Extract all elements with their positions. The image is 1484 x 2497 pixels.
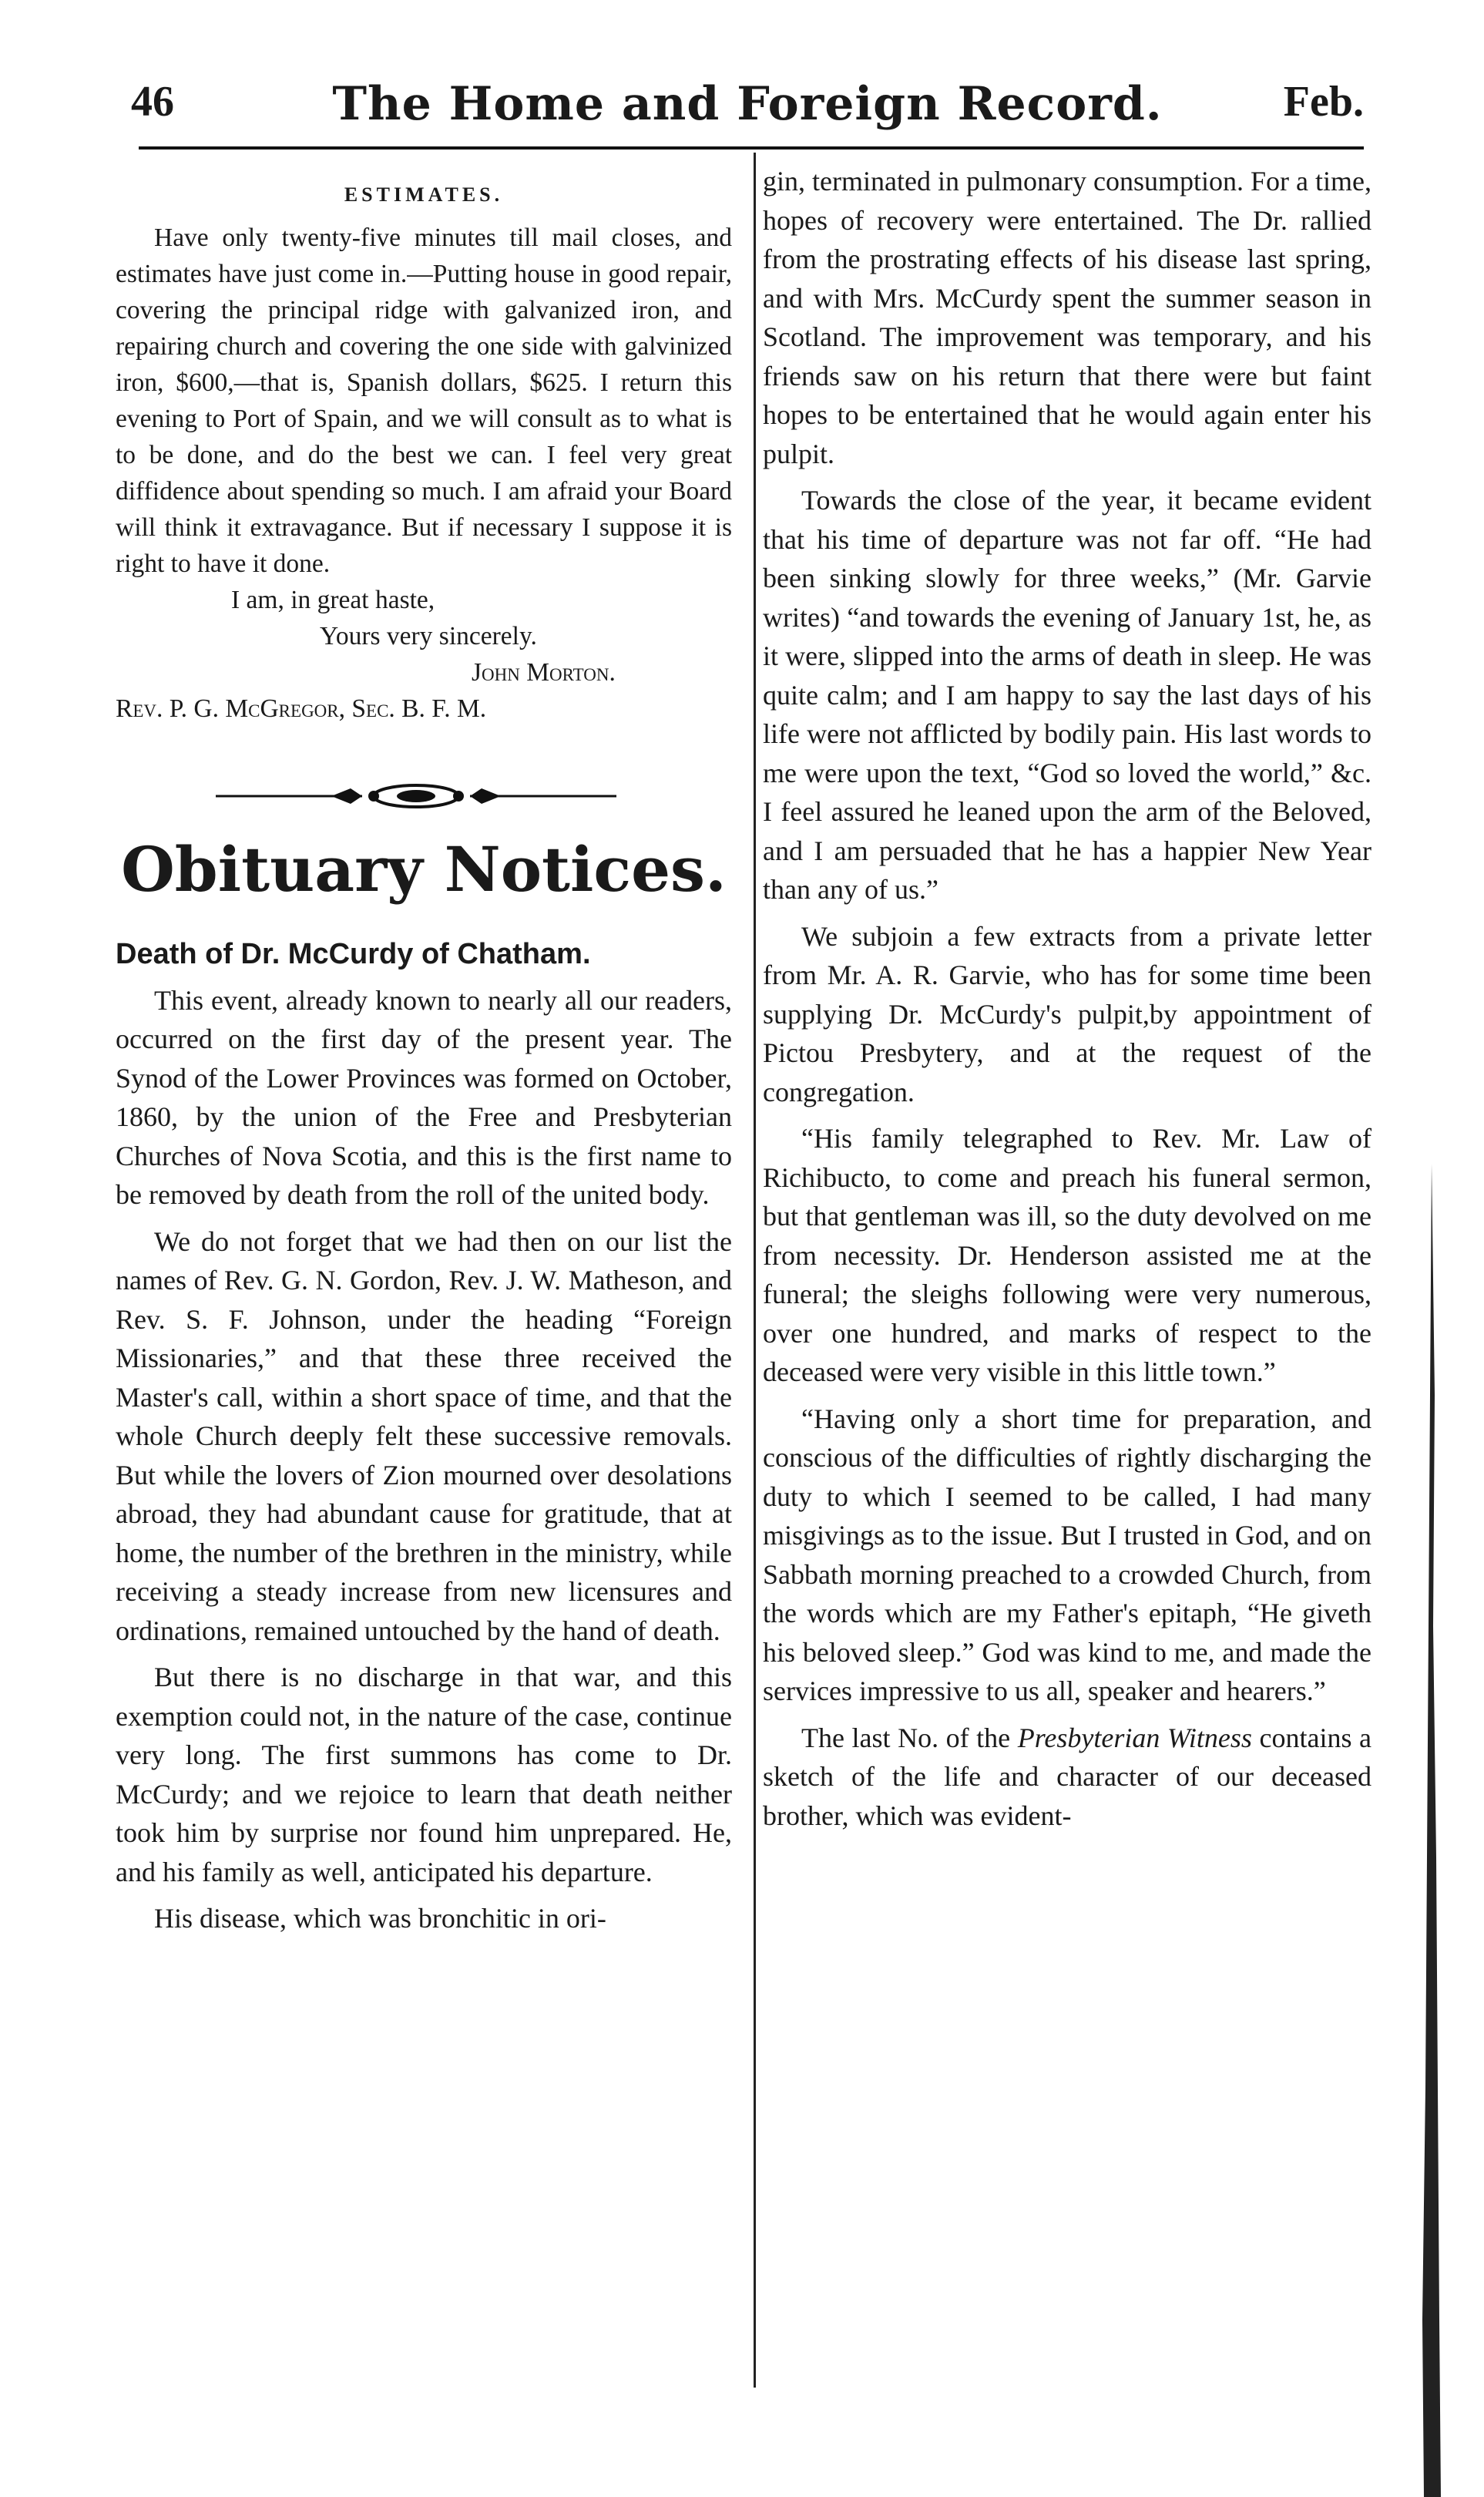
header-rule [139,146,1364,150]
letter-closing [116,582,732,727]
italic-title: Presbyterian Witness [1017,1722,1252,1753]
paragraph: Towards the close of the year, it became evident that his time of departure was not far off. “He had been sinking slowly for three weeks,” (Mr. Garvie writes) “and towards the evening of January 1st, he, as it were, slipped into the arms of death in sleep. He was quite calm; and I am happy to say the last days of his life were not afflicted by bodily pain. His last words to me were upon the text, “God so loved the world,” &c. I feel assured he leaned upon the arm of the Beloved, and I am persuaded that he has a happier New Year than any of us.” [763,485,1372,905]
left-column [116,162,732,1938]
right-column [763,162,1372,1835]
estimates-heading: ESTIMATES. [344,183,504,206]
addressee: Rev. P. G. McGregor, Sec. B. F. M. [116,694,487,723]
closing-line: Yours very sincerely. [320,621,537,650]
section-title: Obituary Notices. [121,832,727,906]
paragraph: gin, terminated in pulmonary consumption. For a time, hopes of recovery were entertained. The Dr. rallied from the prostrating effects of his disease last spring, and with Mrs. McCurdy spent the summer season in Scotland. The improvement was temporary, and his friends saw on his return that there were but faint hopes to be entertained that he would again enter his pulpit. [763,166,1372,469]
scan-edge-mark [1418,1164,1441,2497]
paragraph: His disease, which was bronchitic in ori- [154,1903,606,1934]
running-head [131,77,1364,139]
paragraph: We do not forget that we had then on our list the names of Rev. G. N. Gordon, Rev. J. W. Matheson, and Rev. S. F. Johnson, under the heading “Foreign Missionaries,” and that these three received the Master's call, within a short space of time, and that the whole Church deeply felt these successive removals. But while the lovers of Zion mourned over desolations abroad, they had abundant cause for gratitude, that at home, the number of the brethren in the ministry, while receiving a steady increase from new licensures and ordinations, remained untouched by the hand of death. [116,1225,732,1646]
estimates-section [116,176,732,582]
paragraph: We subjoin a few extracts from a private letter from Mr. A. R. Garvie, who has for some time been supplying Dr. McCurdy's pulpit,by appointment of Pictou Presbytery, and at the request of the congregation. [763,920,1372,1107]
paragraph: “His family telegraphed to Rev. Mr. Law of Richibucto, to come and preach his funeral sermon, but that gentleman was ill, so the duty devolved on me from necessity. Dr. Henderson assisted me at the funeral; the sleighs following were very numerous, over one hundred, and marks of respect to the deceased were very visible in this little town.” [763,1123,1372,1387]
signature: John Morton. [472,657,616,687]
page-number: 46 [131,78,174,126]
paragraph: “Having only a short time for preparation, and conscious of the difficulties of rightly discharging the duty to which I seemed to be called, I had many misgivings as to the issue. But I trusted in God, and on Sabbath morning preached to a crowded Church, from the words which are my Father's epitaph, “He giveth his beloved sleep.” God was kind to me, and made the services impressive to us all, speaker and hearers.” [763,1403,1372,1706]
article-subheading: Death of Dr. McCurdy of Chatham. [116,937,591,970]
estimates-text: Have only twenty-five minutes till mail closes, and estimates have just come in.—Putting house in good repair, covering the principal ridge with galvanized iron, and repairing church and covering the one side with galvinized iron, $600,—that is, Spanish dollars, $625. I return this evening to Port of Spain, and we will consult as to what is to be done, and do the best we can. I feel very great diffidence about spending so much. I am afraid your Board will think it extravagance. But if necessary I suppose it is right to have it done. [116,223,732,578]
issue-month: Feb. [1283,78,1364,126]
ornament-rule [116,773,732,819]
paragraph: But there is no discharge in that war, and this exemption could not, in the nature of the case, continue very long. The first summons has come to Dr. McCurdy; and we rejoice to learn that death neither took him by surprise nor found him unprepared. He, and his family as well, anticipated his departure. [116,1662,732,1887]
paragraph [763,1719,1372,1836]
journal-title: The Home and Foreign Record. [332,77,1163,131]
closing-line: I am, in great haste, [231,585,435,614]
column-divider [754,153,756,2388]
decorative-rule-ornament-icon [216,781,616,812]
text-run: contains a sketch of the life and character of our deceased brother, which was evident- [763,1722,1372,1831]
paragraph: This event, already known to nearly all our readers, occurred on the first day of the present year. The Synod of the Lower Provinces was formed on October, 1860, by the union of the Free and Presbyterian Churches of Nova Scotia, and this is the first name to be removed by death from the roll of the united body. [116,984,732,1210]
text-run: The last No. of the [801,1722,1018,1753]
